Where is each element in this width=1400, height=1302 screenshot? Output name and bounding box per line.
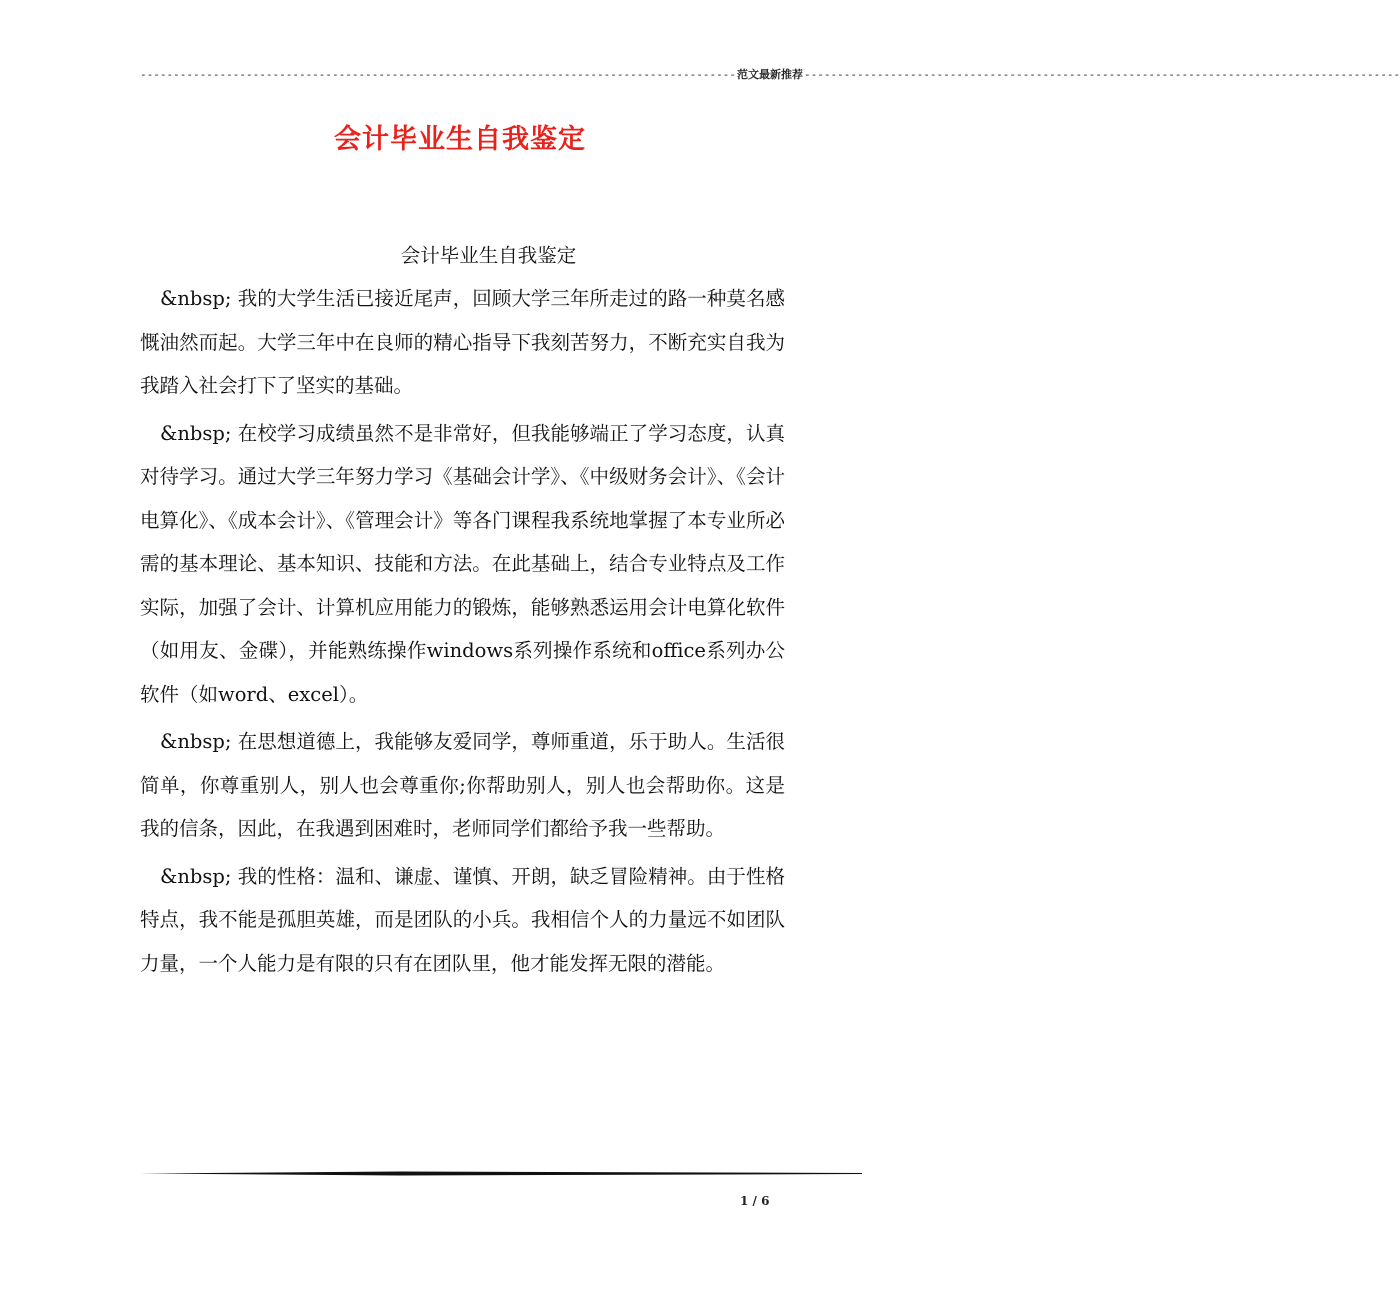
document-body bbox=[140, 234, 785, 989]
document-subtitle: 会计毕业生自我鉴定 bbox=[400, 244, 577, 267]
document-title: 会计毕业生自我鉴定 bbox=[334, 124, 586, 155]
page-number: 1 / 6 bbox=[740, 1194, 770, 1208]
paragraph: &nbsp; 在校学习成绩虽然不是非常好，但我能够端正了学习态度，认真对待学习。通过大学三年努力学习《基础会计学》、《中级财务会计》、《会计电算化》、《成本会计》、《管理会计》等各门课程我系统地掌握了本专业所必需的基本理论、基本知识、技能和方法。在此基础上，结合专业特点及工作实际，加强了会计、计算机应用能力的锻炼，能够熟悉运用会计电算化软件（如用友、金碟），并能熟练操作windows系列操作系统和office系列办公软件（如word、excel）。 bbox=[140, 421, 785, 706]
paragraph: &nbsp; 在思想道德上，我能够友爱同学，尊师重道，乐于助人。生活很简单，你尊重别人，别人也会尊重你;你帮助别人，别人也会帮助你。这是我的信条，因此，在我遇到困难时，老师同学们都给予我一些帮助。 bbox=[140, 730, 785, 840]
header-dashes-right: ------------------------------------------------------------------------------------------ bbox=[804, 68, 1400, 81]
page-header bbox=[140, 68, 1400, 82]
paragraph: &nbsp; 我的性格：温和、谦虚、谨慎、开朗，缺乏冒险精神。由于性格特点，我不能是孤胆英雄，而是团队的小兵。我相信个人的力量远不如团队力量，一个人能力是有限的只有在团队里，他才能发挥无限的潜能。 bbox=[140, 864, 785, 975]
paragraph: &nbsp; 我的大学生活已接近尾声，回顾大学三年所走过的路一种莫名感慨油然而起。大学三年中在良师的精心指导下我刻苦努力，不断充实自我为我踏入社会打下了坚实的基础。 bbox=[140, 287, 785, 397]
footer-divider bbox=[140, 1171, 862, 1176]
header-label: 范文最新推荐 bbox=[737, 68, 804, 81]
header-dashes-left: ------------------------------------------------------------------------------------------ bbox=[140, 68, 737, 81]
